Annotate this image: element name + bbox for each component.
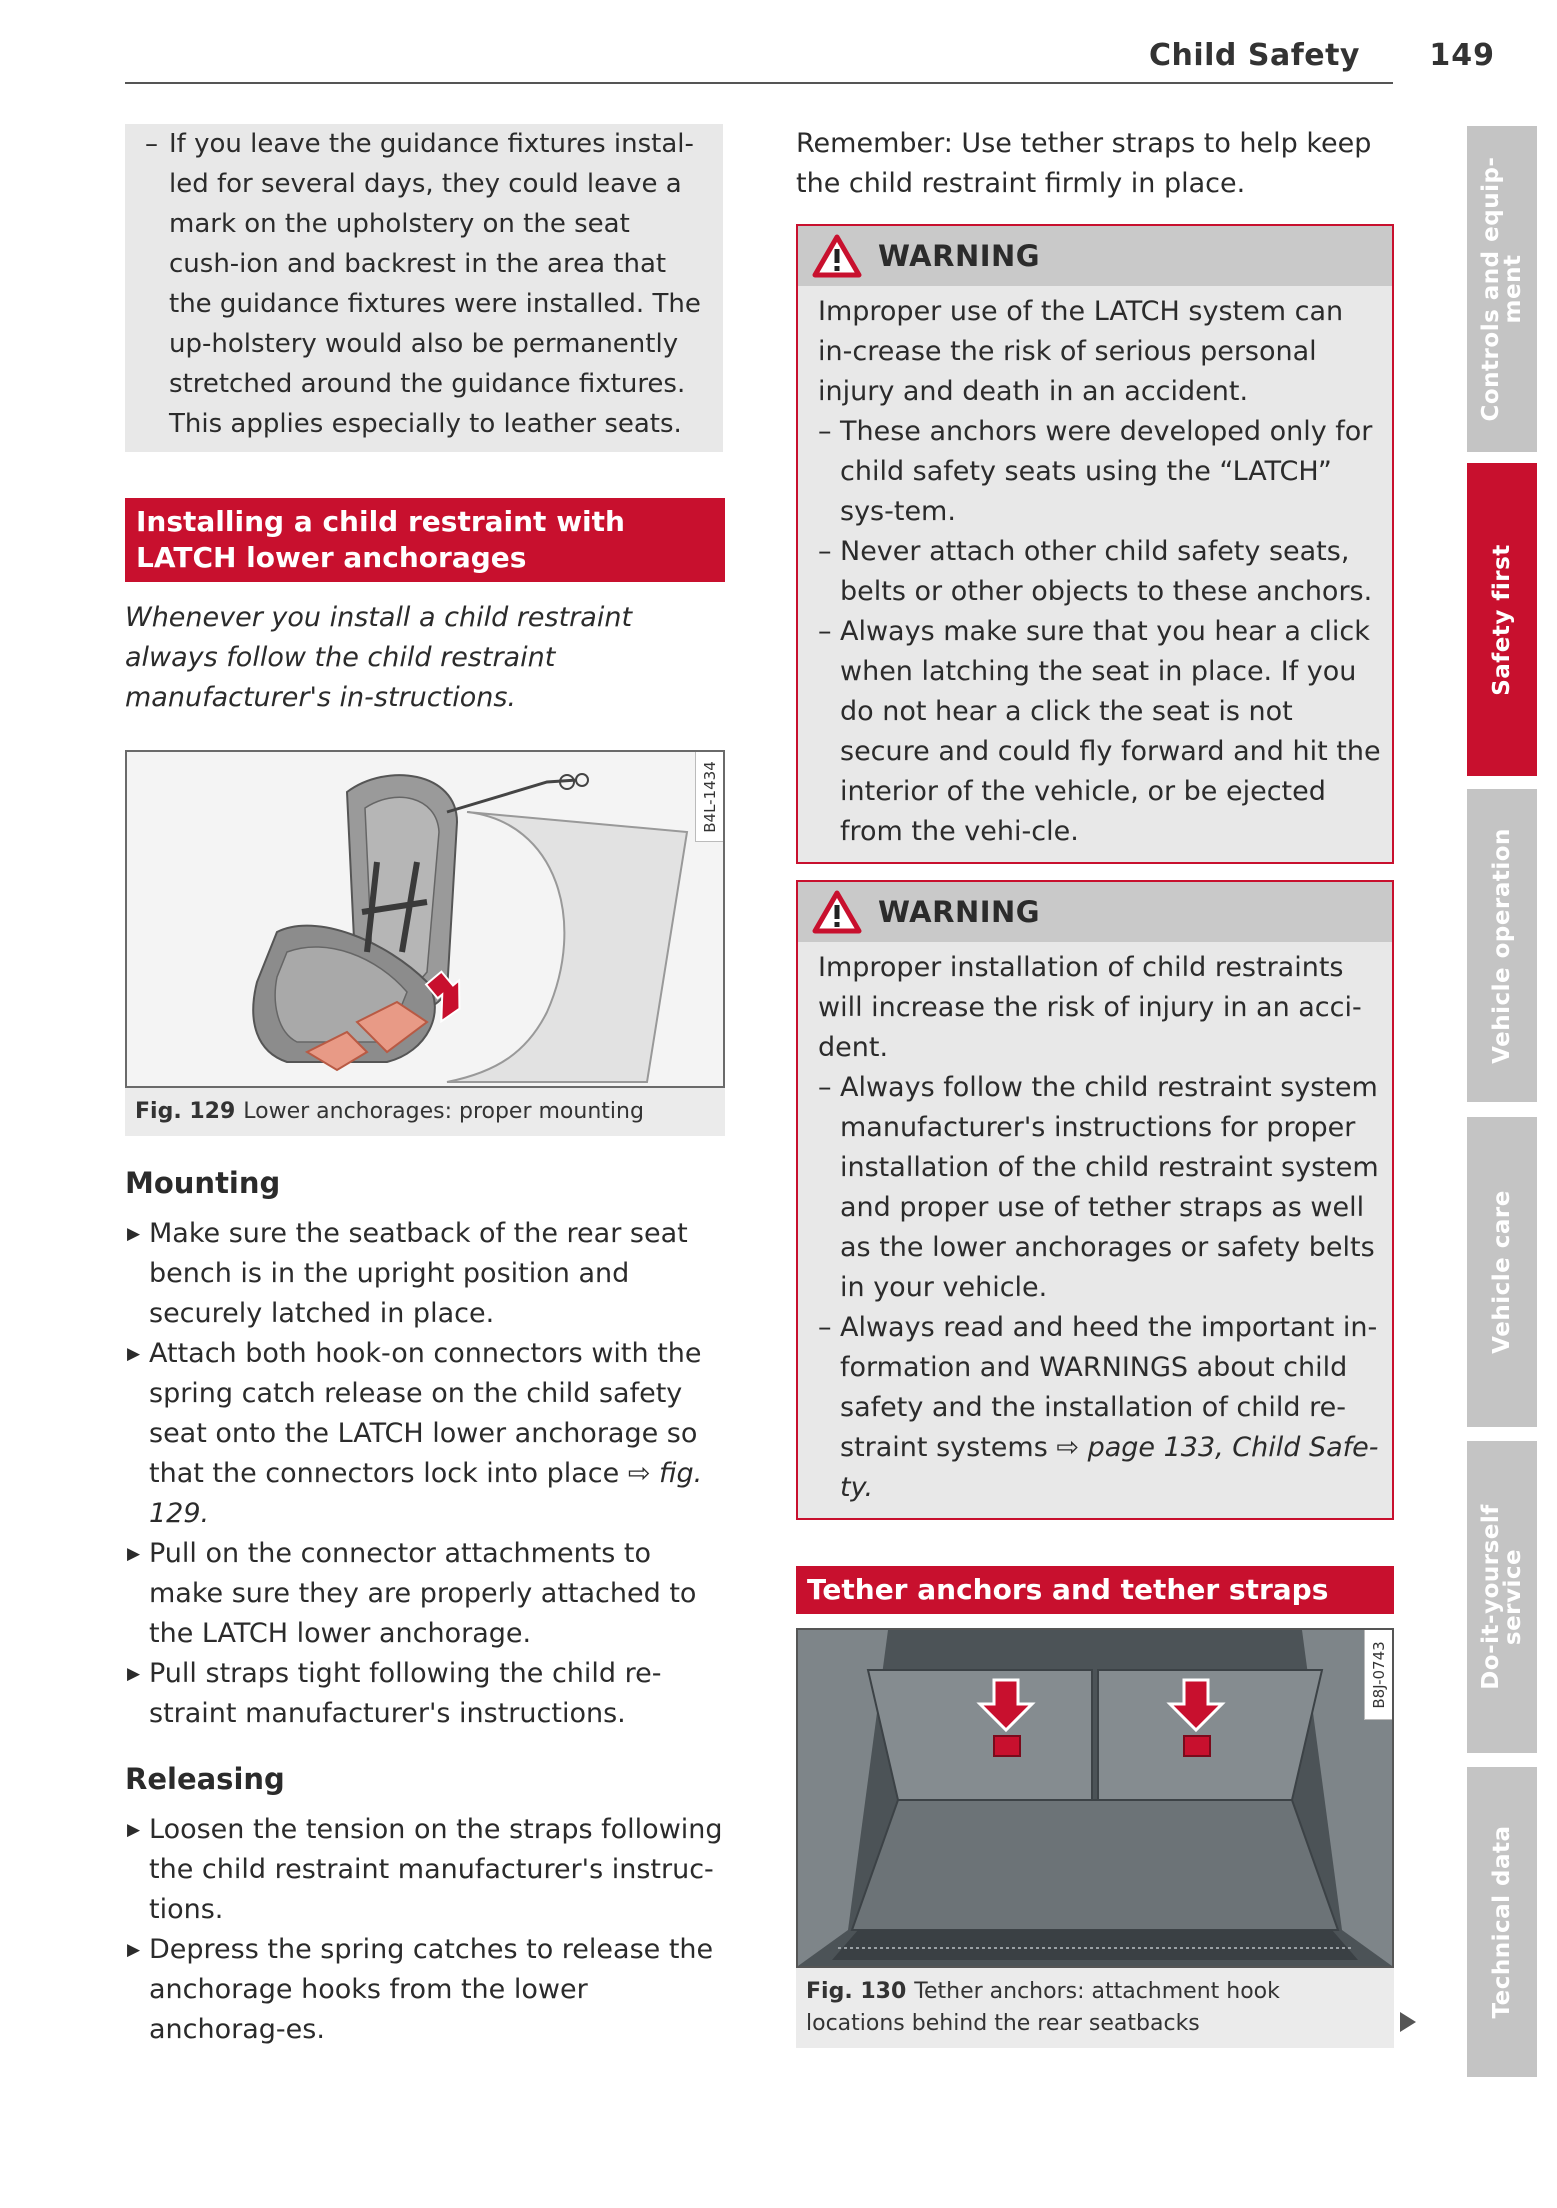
bullet-triangle-icon: ▶ <box>127 1664 141 1684</box>
releasing-heading: Releasing <box>125 1762 285 1796</box>
section-heading-latch: Installing a child restraint with LATCH lower anchorages <box>125 498 725 582</box>
warning-header <box>798 226 1392 286</box>
figure-130-image <box>796 1628 1394 1968</box>
list-item: ▶ Pull straps tight following the child re-straint manufacturer's instructions. <box>125 1654 725 1734</box>
page-reference[interactable]: ⇨ page 133, Child Safe-ty. <box>840 1432 1379 1503</box>
remember-text: Remember: Use tether straps to help keep the child restraint firmly in place. <box>796 128 1372 199</box>
page-header <box>125 0 1495 86</box>
left-column <box>125 124 725 2050</box>
note-item: – If you leave the guidance fixtures instal-led for several days, they could leave a mark on the upholstery on the seat cush-ion and backrest in the area that the guidance fixtures were installed. The up-holstery would also be permanently stretched around the guidance fixtures. This applies especially to leather seats. <box>125 124 723 444</box>
figure-code: B4L-1434 <box>695 752 723 842</box>
tab-vehicle-operation[interactable]: Vehicle operation <box>1467 789 1537 1102</box>
bullet-triangle-icon: ▶ <box>127 1940 141 1960</box>
list-item: ▶ Make sure the seatback of the rear seat bench is in the upright position and securely latched in place. <box>125 1214 725 1334</box>
warning-triangle-icon <box>812 890 862 934</box>
tab-vehicle-care[interactable]: Vehicle care <box>1467 1117 1537 1427</box>
continue-arrow-icon <box>1400 2012 1416 2032</box>
figure-129 <box>125 750 725 1136</box>
bullet-triangle-icon: ▶ <box>127 1224 141 1244</box>
warning-title: WARNING <box>878 895 1041 929</box>
figure-130-caption <box>796 1968 1394 2048</box>
figure-code: B8J-0743 <box>1364 1630 1392 1720</box>
list-item: ▶ Attach both hook-on connectors with the spring catch release on the child safety seat onto the LATCH lower anchorage so that the connectors lock into place ⇨ fig. 129. <box>125 1334 725 1534</box>
releasing-steps <box>125 1810 725 2050</box>
warning-box-installation <box>796 880 1394 1520</box>
header-divider <box>125 82 1393 84</box>
bullet-triangle-icon: ▶ <box>127 1544 141 1564</box>
warning-triangle-icon <box>812 234 862 278</box>
warning-body <box>798 286 1392 862</box>
list-item: ▶ Depress the spring catches to release the anchorage hooks from the lower anchorag-es. <box>125 1930 725 2050</box>
note-box <box>125 124 723 452</box>
right-column <box>796 124 1394 2048</box>
warning-box-latch <box>796 224 1394 864</box>
mounting-heading: Mounting <box>125 1166 281 1200</box>
chapter-title: Child Safety <box>1148 38 1360 73</box>
tab-technical-data[interactable]: Technical data <box>1467 1767 1537 2077</box>
warning-item: – Always make sure that you hear a click when latching the seat in place. If you do not hear a click the seat is not secure and could fly forward and hit the interior of the vehicle, or be ejected from the vehi-cle. <box>818 616 1381 847</box>
figure-caption-text: Tether anchors: attachment hook locations behind the rear seatbacks <box>806 1979 1280 2036</box>
list-item: ▶ Pull on the connector attachments to make sure they are properly attached to the LATCH lower anchorage. <box>125 1534 725 1654</box>
warning-item: – Always follow the child restraint system manufacturer's instructions for proper installation of the child restraint system and proper use of tether straps as well as the lower anchorages or safety belts in your vehicle. <box>818 1072 1379 1303</box>
warning-body <box>798 942 1392 1518</box>
intro-text: Whenever you install a child restraint always follow the child restraint manufacturer's in-structions. <box>125 602 633 713</box>
figure-129-caption <box>125 1088 725 1136</box>
warning-title: WARNING <box>878 239 1041 273</box>
figure-number: Fig. 130 <box>806 1979 907 2004</box>
tab-controls-and-equipment[interactable]: Controls and equip-ment <box>1467 126 1537 452</box>
cargo-area-illustration <box>798 1630 1392 1966</box>
figure-129-image <box>125 750 725 1088</box>
figure-reference[interactable]: ⇨ fig. 129. <box>149 1458 703 1529</box>
bullet-triangle-icon: ▶ <box>127 1344 141 1364</box>
warning-item: – Always read and heed the important in-formation and WARNINGS about child safety and the installation of child re-straint systems ⇨ page 133, Child Safe-ty. <box>818 1312 1379 1503</box>
note-text: If you leave the guidance fixtures instal-led for several days, they could leave a mark on the upholstery on the seat cush-ion and backrest in the area that the guidance fixtures were installed. The up-holstery would also be permanently stretched around the guidance fixtures. This applies especially to leather seats. <box>169 129 701 439</box>
warning-item: – These anchors were developed only for child safety seats using the “LATCH” sys-tem. <box>818 416 1373 527</box>
list-item: ▶ Loosen the tension on the straps following the child restraint manufacturer's instruc-tions. <box>125 1810 725 1930</box>
bullet-triangle-icon: ▶ <box>127 1820 141 1840</box>
warning-intro: Improper use of the LATCH system can in-crease the risk of serious personal injury and death in an accident. <box>818 296 1344 407</box>
page-number: 149 <box>1429 38 1495 73</box>
figure-caption-text: Lower anchorages: proper mounting <box>243 1099 644 1124</box>
mounting-steps <box>125 1214 725 1734</box>
figure-number: Fig. 129 <box>135 1099 236 1124</box>
warning-intro: Improper installation of child restraints will increase the risk of injury in an acci-dent. <box>818 952 1362 1063</box>
figure-130 <box>796 1628 1394 2048</box>
section-heading-tether: Tether anchors and tether straps <box>796 1566 1394 1614</box>
warning-header <box>798 882 1392 942</box>
child-seat-illustration <box>127 752 723 1086</box>
tab-safety-first[interactable]: Safety first <box>1467 463 1537 776</box>
tab-do-it-yourself-service[interactable]: Do-it-yourself service <box>1467 1441 1537 1753</box>
warning-item: – Never attach other child safety seats, belts or other objects to these anchors. <box>818 536 1373 607</box>
